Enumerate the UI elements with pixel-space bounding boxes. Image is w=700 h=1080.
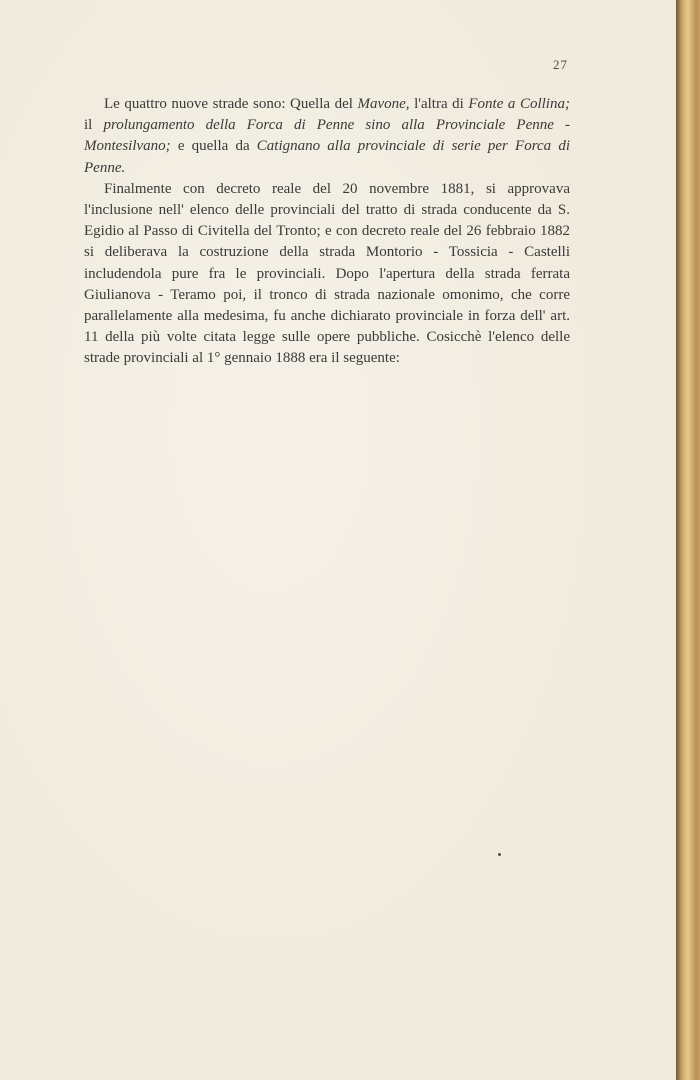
body-text [84,94,570,370]
text-segment: Finalmente con decreto reale del 20 novembre 1881, si approvava l'inclusione nell' elenco delle provinciali del tratto di strada conducente da S. Egidio al Passo di Civitella del Tronto; e con decreto reale del 26 febbraio 1882 si deliberava la costruzione della strada Montorio - Tossicia - Castelli includendola pure fra le provinciali. Dopo l'apertura della strada ferrata Giulianova - Teramo poi, il tronco di strada nazionale omonimo, che corre parallelamente alla medesima, fu anche dichiarato provinciale in forza dell' art. 11 della più volte citata legge sulle opere pubbliche. Cosicchè l'elenco delle strade provinciali al 1° gennaio 1888 era il seguente: [84,180,570,367]
text-segment: il [84,117,104,134]
text-segment: Le quattro nuove strade sono: Quella del [104,96,358,112]
text-segment: l'altra di [409,96,469,112]
text-segment: e quella da [170,138,257,155]
text-segment-italic: prolungamento della Forca di Penne sino alla Provinciale Penne - Montesilvano; [84,117,571,155]
paper-speck [498,853,501,856]
page-edge-binding [676,0,700,1080]
text-segment-italic: Catignano alla provinciale di serie per Forca di Penne. [84,138,570,176]
paragraph-2 [84,179,570,370]
text-segment-italic: Fonte a Collina; [468,96,570,112]
paragraph-1 [84,94,570,179]
page-number: 27 [553,57,568,72]
text-segment-italic: Mavone, [357,96,410,112]
